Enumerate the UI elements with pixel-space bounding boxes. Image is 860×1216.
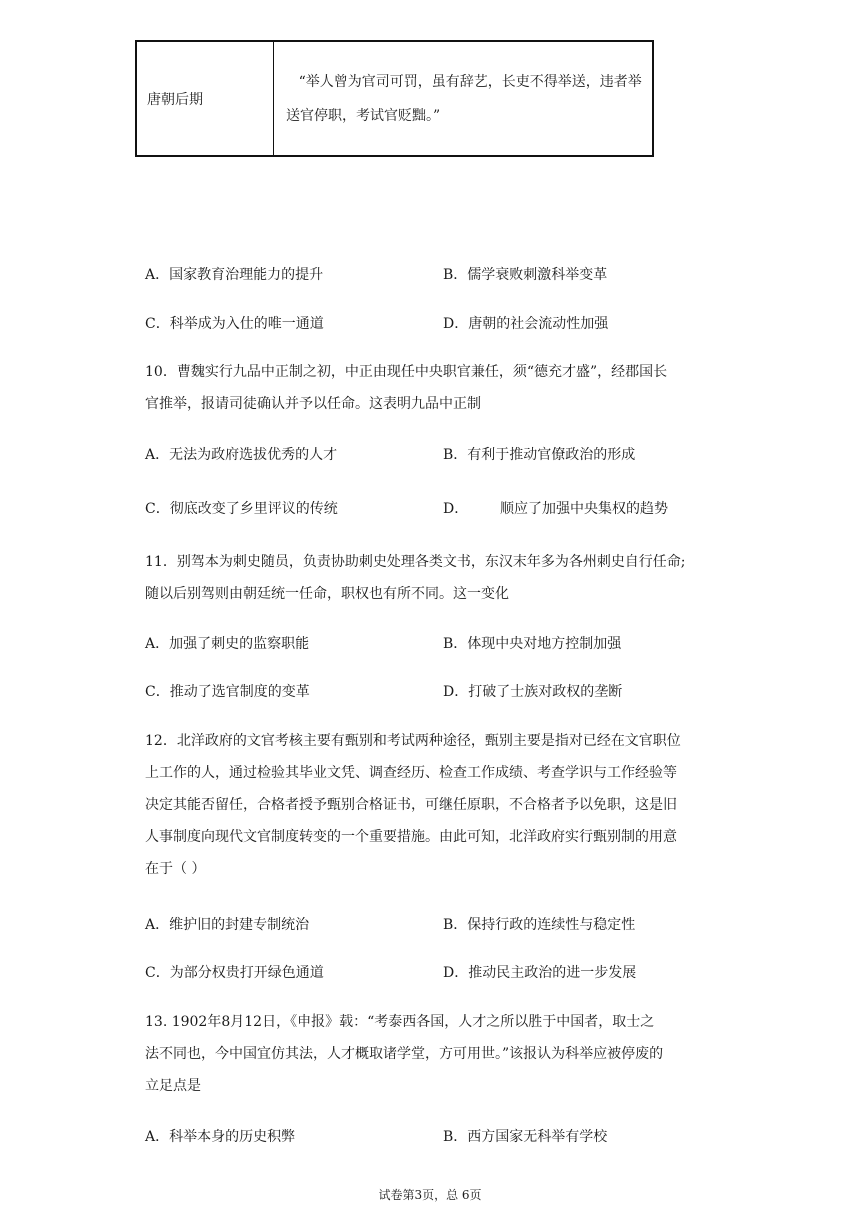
q12-stem xyxy=(145,725,715,885)
q10-stem xyxy=(145,356,715,420)
q11-line-1: 11．别驾本为刺史随员，负责协助刺史处理各类文书，东汉末年多为各州刺史自行任命; xyxy=(145,554,686,570)
q12-option-d: D．推动民主政治的进一步发展 xyxy=(443,965,637,981)
q13-stem xyxy=(145,1006,715,1102)
q10-line-2: 官推举，报请司徒确认并予以任命。这表明九品中正制 xyxy=(145,396,481,412)
q13-line-2: 法不同也，今中国宜仿其法，人才概取诸学堂，方可用世。”该报认为科举应被停废的 xyxy=(145,1046,664,1062)
q11-option-d: D．打破了士族对政权的垄断 xyxy=(443,684,623,700)
q10-option-c: C．彻底改变了乡里评议的传统 xyxy=(145,501,338,517)
q12-line-2: 上工作的人，通过检验其毕业文凭、调查经历、检查工作成绩、考查学识与工作经验等 xyxy=(145,765,677,781)
q10-line-1: 10．曹魏实行九品中正制之初，中正由现任中央职官兼任，须“德充才盛”，经郡国长 xyxy=(145,364,668,380)
q13-option-b: B．西方国家无科举有学校 xyxy=(443,1129,608,1145)
q11-option-a: A．加强了刺史的监察职能 xyxy=(145,636,310,652)
period-cell: 唐朝后期 xyxy=(136,41,274,156)
table-row xyxy=(136,41,653,156)
q12-line-4: 人事制度向现代文官制度转变的一个重要措施。由此可知，北洋政府实行甄别制的用意 xyxy=(145,829,677,845)
q11-stem xyxy=(145,546,715,610)
q12-line-5: 在于（ ） xyxy=(145,861,206,877)
q12-line-1: 12．北洋政府的文官考核主要有甄别和考试两种途径，甄别主要是指对已经在文官职位 xyxy=(145,733,681,749)
q10-option-a: A．无法为政府选拔优秀的人才 xyxy=(145,447,338,463)
q9-option-c: C．科举成为入仕的唯一通道 xyxy=(145,316,324,332)
q12-line-3: 决定其能否留任，合格者授予甄别合格证书，可继任原职，不合格者予以免职，这是旧 xyxy=(145,797,677,813)
q12-option-a: A．维护旧的封建专制统治 xyxy=(145,917,310,933)
quote-cell: “举人曾为官司可罚，虽有辞艺，长吏不得举送，违者举送官停职，考试官贬黜。” xyxy=(274,41,654,156)
page-footer: 试卷第3页，总 6页 xyxy=(378,1188,482,1202)
q10-option-d-letter: D． xyxy=(443,501,469,517)
q12-option-b: B．保持行政的连续性与稳定性 xyxy=(443,917,636,933)
q9-option-a: A．国家教育治理能力的提升 xyxy=(145,267,324,283)
q11-option-b: B．体现中央对地方控制加强 xyxy=(443,636,622,652)
q10-option-d-text: 顺应了加强中央集权的趋势 xyxy=(500,501,668,517)
q9-option-d: D．唐朝的社会流动性加强 xyxy=(443,316,609,332)
q10-option-b: B．有利于推动官僚政治的形成 xyxy=(443,447,636,463)
q11-option-c: C．推动了选官制度的变革 xyxy=(145,684,310,700)
q13-option-a: A．科举本身的历史积弊 xyxy=(145,1129,296,1145)
q11-line-2: 随以后别驾则由朝廷统一任命，职权也有所不同。这一变化 xyxy=(145,586,509,602)
q13-line-1: 13. 1902年8月12日，《申报》载：“考泰西各国，人才之所以胜于中国者，取士之 xyxy=(145,1014,655,1030)
q9-option-b: B．儒学衰败刺激科举变革 xyxy=(443,267,608,283)
q13-line-3: 立足点是 xyxy=(145,1078,201,1094)
q12-option-c: C．为部分权贵打开绿色通道 xyxy=(145,965,324,981)
quote-table xyxy=(135,40,654,157)
